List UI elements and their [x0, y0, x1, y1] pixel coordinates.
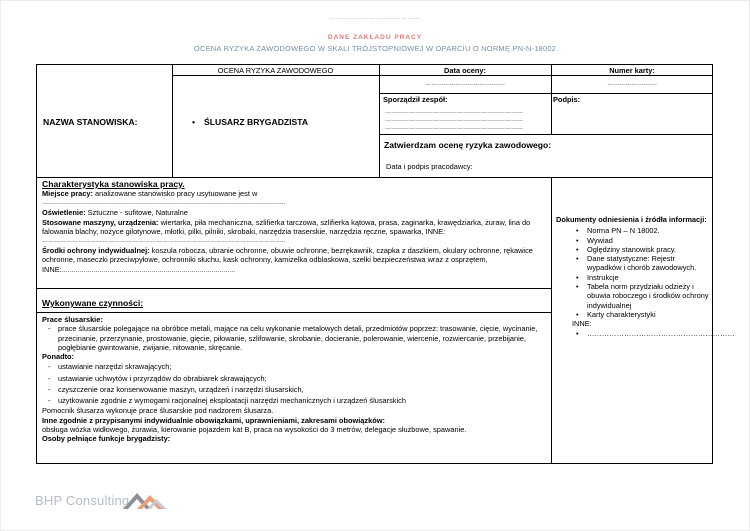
- activities-title-line: [37, 312, 551, 313]
- also-label: Ponadto:: [42, 352, 75, 362]
- lighting-label: Oświetlenie:: [42, 208, 86, 218]
- team-member-1[interactable]: ……………………………………………………………: [385, 109, 523, 115]
- company-data-label: DANE ZAKŁADU PRACY: [327, 34, 423, 41]
- list-item: - użytkowanie zgodnie z wymogami racjonalnej eksploatacji narzędzi mechanicznych i urządzeń ślusarskich: [42, 395, 547, 406]
- list-item: - prace ślusarskie polegające na obróbce metali, mające na celu wykonanie metalowych detali, przedmiotów poprzez: trasowanie, cięcie, wycinanie, przecinanie, przerzynanie, prostowanie, gięcie, piłowanie, szlifowanie, skrobanie, docieranie, polerowanie, wiercenie, rozwiercanie, przebijanie, pogłębianie gwintowanie, zwijanie, nitowanie, skręcanie.: [42, 324, 547, 352]
- reference-item: • Instrukcje: [554, 273, 711, 282]
- list-item: - ustawianie narzędzi skrawających;: [42, 361, 547, 372]
- position-name: [192, 117, 308, 127]
- card-number-label: Numer karty:: [609, 66, 655, 75]
- ppe-dots[interactable]: ……………………………………………………………………………: [61, 267, 236, 274]
- col-line-5: [551, 177, 552, 464]
- other-duties-label: Inne zgodnie z przypisanymi indywidualnie obowiązkami, uprawnieniami, zakresami obowiązków:: [42, 415, 385, 425]
- machines-text: wiertarka, piła mechaniczna, szlifierka tarczowa, szlifierka kątowa, prasa, zaginarka, krawędziarka, żuraw, lina do falowania blachy, nożyce gilotynowe, młotki, pilki, pilniki, skrobaki, narzędzia traserskie, narzędzia ręczne, spawarka, INNE:: [42, 217, 531, 236]
- bhp-consulting-logo: [35, 492, 129, 510]
- reference-item: • Dane statystyczne: Rejestr wypadków i chorób zawodowych.: [554, 254, 711, 273]
- col-line-1: [172, 65, 173, 177]
- characteristics-line: [37, 288, 551, 289]
- references-other-list: [554, 328, 735, 338]
- position-name-text: ŚLUSARZ BRYGADZISTA: [204, 117, 309, 127]
- reference-item: • Tabela norm przydziału odzieży i obuwia roboczego i środków ochrony indywidualnej: [554, 282, 711, 310]
- machines-label: Stosowane maszyny, urządzenia:: [42, 217, 159, 227]
- list-item: - czyszczenie oraz konserwowanie maszyn, urządzeń i narzędzi ślusarskich,: [42, 384, 547, 395]
- reference-other-dots[interactable]: • ……………………………………………………: [554, 329, 711, 338]
- characteristics-section: [42, 179, 547, 276]
- characteristics-title: Charakterystyka stanowiska pracy.: [42, 179, 185, 189]
- col-line-4: [551, 93, 552, 134]
- employer-signature-label: Data i podpis pracodawcy:: [386, 162, 473, 171]
- references-title: Dokumenty odniesienia i źródła informacji:: [556, 215, 707, 224]
- bullet-icon: •: [192, 117, 196, 127]
- date-row-line: [379, 93, 713, 94]
- reference-item: • Oględziny stanowisk pracy.: [554, 245, 711, 254]
- team-label: Sporządził zespół:: [383, 95, 448, 104]
- workplace-text: analizowane stanowisko pracy usytuowane jest w: [92, 189, 258, 198]
- fitter-work-label: Prace ślusarskie:: [42, 315, 103, 324]
- assistant-note: Pomocnik ślusarza wykonuje prace ślusarskie pod nadzorem ślusarza.: [42, 406, 274, 416]
- signature-label: Podpis:: [553, 95, 581, 104]
- logo-text: BHP Consulting: [35, 493, 130, 508]
- document-title: OCENA RYZYKA ZAWODOWEGO W SKALI TRÓJSTOPNIOWEJ W OPARCIU O NORMĘ PN-N-18002: [193, 44, 557, 53]
- foreman-label: Osoby pełniące funkcje brygadzisty:: [42, 434, 171, 444]
- other-duties-text: obsługa wózka widłowego, żurawia, kierowanie pojazdem kat B, praca na wysokości do 3 metrów, delegacje służbowe, spawanie.: [42, 424, 467, 434]
- reference-item: • Norma PN – N 18002.: [554, 226, 711, 235]
- fitter-work-list: [42, 324, 547, 352]
- references-other-label: INNE:: [572, 319, 592, 329]
- date-label: Data oceny:: [444, 66, 486, 75]
- lighting-text: Sztuczne - sufitowe, Naturalne: [85, 208, 188, 218]
- references-list: [554, 226, 711, 319]
- top-section-line: [37, 177, 713, 178]
- ppe-label: Środki ochrony indywidualnej:: [42, 246, 150, 256]
- logo-mark-icon: [123, 491, 167, 509]
- workplace-dots[interactable]: …………………………………………………………………………………………………………..: [42, 200, 286, 207]
- card-number-value[interactable]: …………………….: [607, 81, 657, 87]
- date-value[interactable]: ………………………………….: [425, 81, 505, 87]
- list-item: - ustawianie uchwytów i przyrządów do obrabiarek skrawających;: [42, 373, 547, 384]
- activities-section: [42, 315, 547, 443]
- reference-item: • Karty charakterystyki: [554, 310, 711, 319]
- machines-dots[interactable]: …………………………………………………………………………………………………………..: [42, 238, 286, 245]
- team-row-line: [379, 134, 713, 135]
- header-dots: ……………………………………: [329, 15, 421, 21]
- references-section: [554, 215, 735, 338]
- team-member-2[interactable]: ……………………………………………………………: [385, 117, 523, 123]
- position-label: NAZWA STANOWISKA:: [43, 117, 138, 127]
- team-member-3[interactable]: ……………………………………………………………: [385, 125, 523, 131]
- approval-label: Zatwierdzam ocenę ryzyka zawodowego:: [384, 140, 552, 150]
- reference-item: • Wywiad: [554, 236, 711, 245]
- workplace-label: Miejsce pracy:: [42, 189, 93, 198]
- risk-column-header: OCENA RYZYKA ZAWODOWEGO: [217, 66, 334, 75]
- risk-assessment-form: [36, 64, 735, 464]
- ppe-text: koszula robocza, ubranie ochronne, obuwie ochronne, bezrękawnik, czapka z daszkiem, okulary ochronne, rękawice ochronne, maseczki przeciwpyłowe, ochronniki słuchu, kask ochronny, kamizelka odblaskowa, szelki bezpieczeństwa wraz z osprzętem, INNE:: [42, 246, 533, 274]
- activities-title: Wykonywane czynności:: [42, 298, 144, 308]
- also-list: [42, 361, 547, 406]
